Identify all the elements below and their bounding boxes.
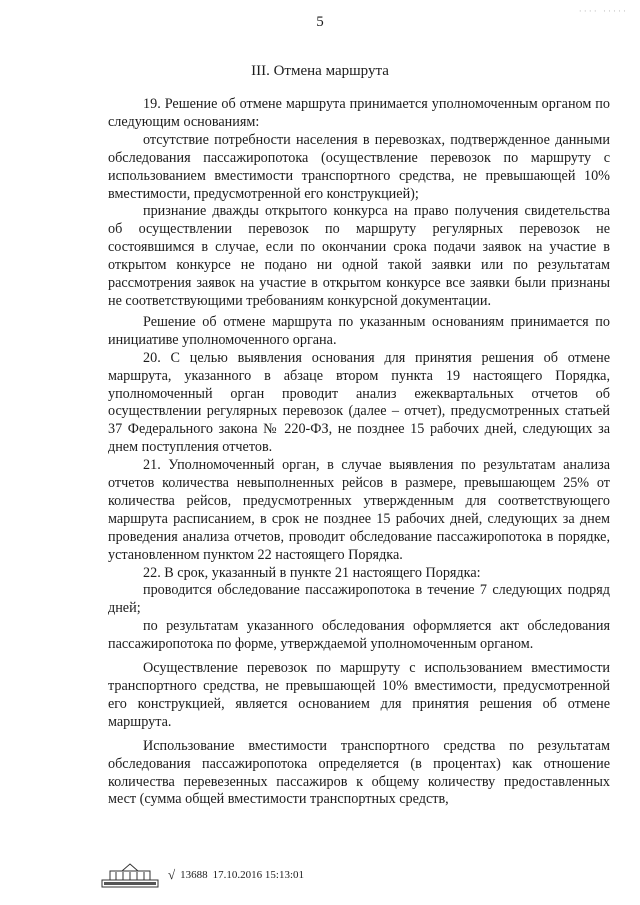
- paragraph-capacity-definition: Использование вместимости транспортного средства по результатам обследования пассажиропотока определяется (в процентах) как отношение количества перевезенных пассажиров к общему количеству предоставленных мест (сумма общей вместимости транспортных средств,: [108, 737, 610, 808]
- paragraph-19: 19. Решение об отмене маршрута принимается уполномоченным органом по следующим основаниям:: [108, 96, 610, 130]
- building-logo-icon: [100, 862, 160, 888]
- document-registration: [168, 867, 304, 883]
- paragraph-21: 21. Уполномоченный орган, в случае выявления по результатам анализа отчетов количества невыполненных рейсов в размере, превышающем 25% от количества рейсов, предусмотренных утвержденным для соответствующего маршрута расписанием, в срок не позднее 15 рабочих дней, следующих за днем проведения анализа отчетов, проводит обследование пассажиропотока в порядке, установленном пунктом 22 настоящего Порядка.: [108, 457, 610, 563]
- paragraph-capacity-basis: Осуществление перевозок по маршруту с использованием вместимости транспортного средства, не превышающей 10% вместимости, предусмотренной его конструкцией, является основанием для принятия решения об отмене маршрута.: [108, 660, 610, 730]
- section-title: III. Отмена маршрута: [251, 63, 389, 79]
- paragraph-20: 20. С целью выявления основания для принятия решения об отмене маршрута, указанного в абзаце втором пункта 19 настоящего Порядка, уполномоченный орган проводит анализ ежеквартальных отчетов об осуществлении регулярных перевозок (далее – отчет), предусмотренных статьей 37 Федерального закона № 220-ФЗ, не позднее 15 рабочих дней, следующих за днем поступления отчетов.: [108, 349, 610, 456]
- paragraph-19-initiative: Решение об отмене маршрута по указанным основаниям принимается по инициативе уполномоченного органа.: [108, 313, 610, 348]
- page-number: 5: [316, 14, 324, 30]
- signature-mark: √: [168, 867, 176, 882]
- document-body: [108, 96, 610, 809]
- paragraph-22-item-1: проводится обследование пассажиропотока в течение 7 следующих подряд дней;: [108, 582, 610, 617]
- document-datetime: 17.10.2016 15:13:01: [212, 869, 305, 881]
- document-footer: [100, 862, 304, 888]
- paragraph-22: 22. В срок, указанный в пункте 21 настоящего Порядка:: [143, 564, 481, 581]
- paragraph-22-item-2: по результатам указанного обследования оформляется акт обследования пассажиропотока по форме, утверждаемой уполномоченным органом.: [108, 618, 610, 653]
- paragraph-19-ground-1: отсутствие потребности населения в перевозках, подтвержденное данными обследования пассажиропотока (осуществление перевозок по маршруту с использованием вместимости транспортного средства, не превышающей 10% вместимости, предусмотренной его конструкцией);: [108, 131, 610, 202]
- paragraph-19-ground-2: признание дважды открытого конкурса на право получения свидетельства об осуществлении перевозок по маршруту регулярных перевозок не состоявшимся в случае, если по окончании срока подачи заявок на участие в открытом конкурсе не подано ни одной такой заявки или по результатам рассмотрения заявок на участие в открытом конкурсе все заявки были признаны не соответствующими требованиям конкурсной документации.: [108, 203, 610, 309]
- document-number: 13688: [180, 869, 208, 881]
- scan-corner-marks: ···· ·····: [578, 6, 628, 16]
